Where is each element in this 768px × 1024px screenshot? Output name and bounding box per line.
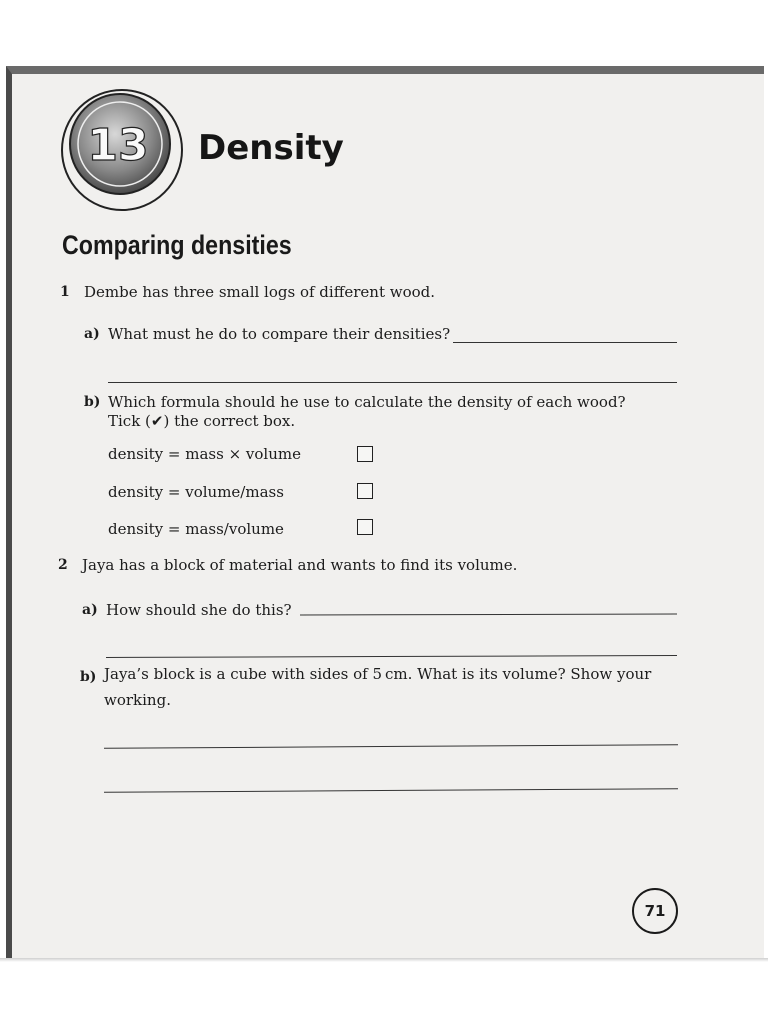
chapter-badge [58, 86, 186, 214]
q1a-answer-line-1[interactable] [453, 342, 677, 343]
q1-number: 1 [60, 284, 70, 300]
q2b-text-continued: working. [104, 691, 171, 709]
q2-text: Jaya has a block of material and wants to find its volume. [82, 556, 518, 574]
page-number: 71 [632, 888, 678, 934]
q2b-label: b) [80, 669, 97, 685]
q2-number: 2 [58, 557, 68, 573]
q1b-text: Which formula should he use to calculate the density of each wood? [108, 393, 626, 411]
q1b-instruction: Tick (✔) the correct box. [108, 412, 296, 430]
q1b-option-2-checkbox[interactable] [357, 483, 373, 499]
q1b-option-2: density = volume/mass [108, 483, 284, 501]
section-title: Comparing densities [62, 230, 292, 260]
page-shadow [0, 958, 768, 962]
q1b-option-3: density = mass/volume [108, 520, 284, 538]
q1b-option-1: density = mass × volume [108, 445, 301, 463]
q1a-answer-line-2[interactable] [108, 382, 677, 383]
q2b-text: Jaya’s block is a cube with sides of 5 cm. What is its volume? Show your [104, 665, 652, 683]
q1a-label: a) [84, 326, 100, 342]
q1b-label: b) [84, 394, 101, 410]
q1b-option-3-checkbox[interactable] [357, 519, 373, 535]
q1-text: Dembe has three small logs of different wood. [84, 283, 436, 301]
q2a-label: a) [82, 602, 98, 618]
chapter-title: Density [198, 128, 344, 168]
q1b-option-1-checkbox[interactable] [357, 446, 373, 462]
chapter-number: 13 [87, 120, 149, 171]
q1a-text: What must he do to compare their densities? [108, 325, 451, 343]
q2a-text: How should she do this? [106, 601, 292, 619]
